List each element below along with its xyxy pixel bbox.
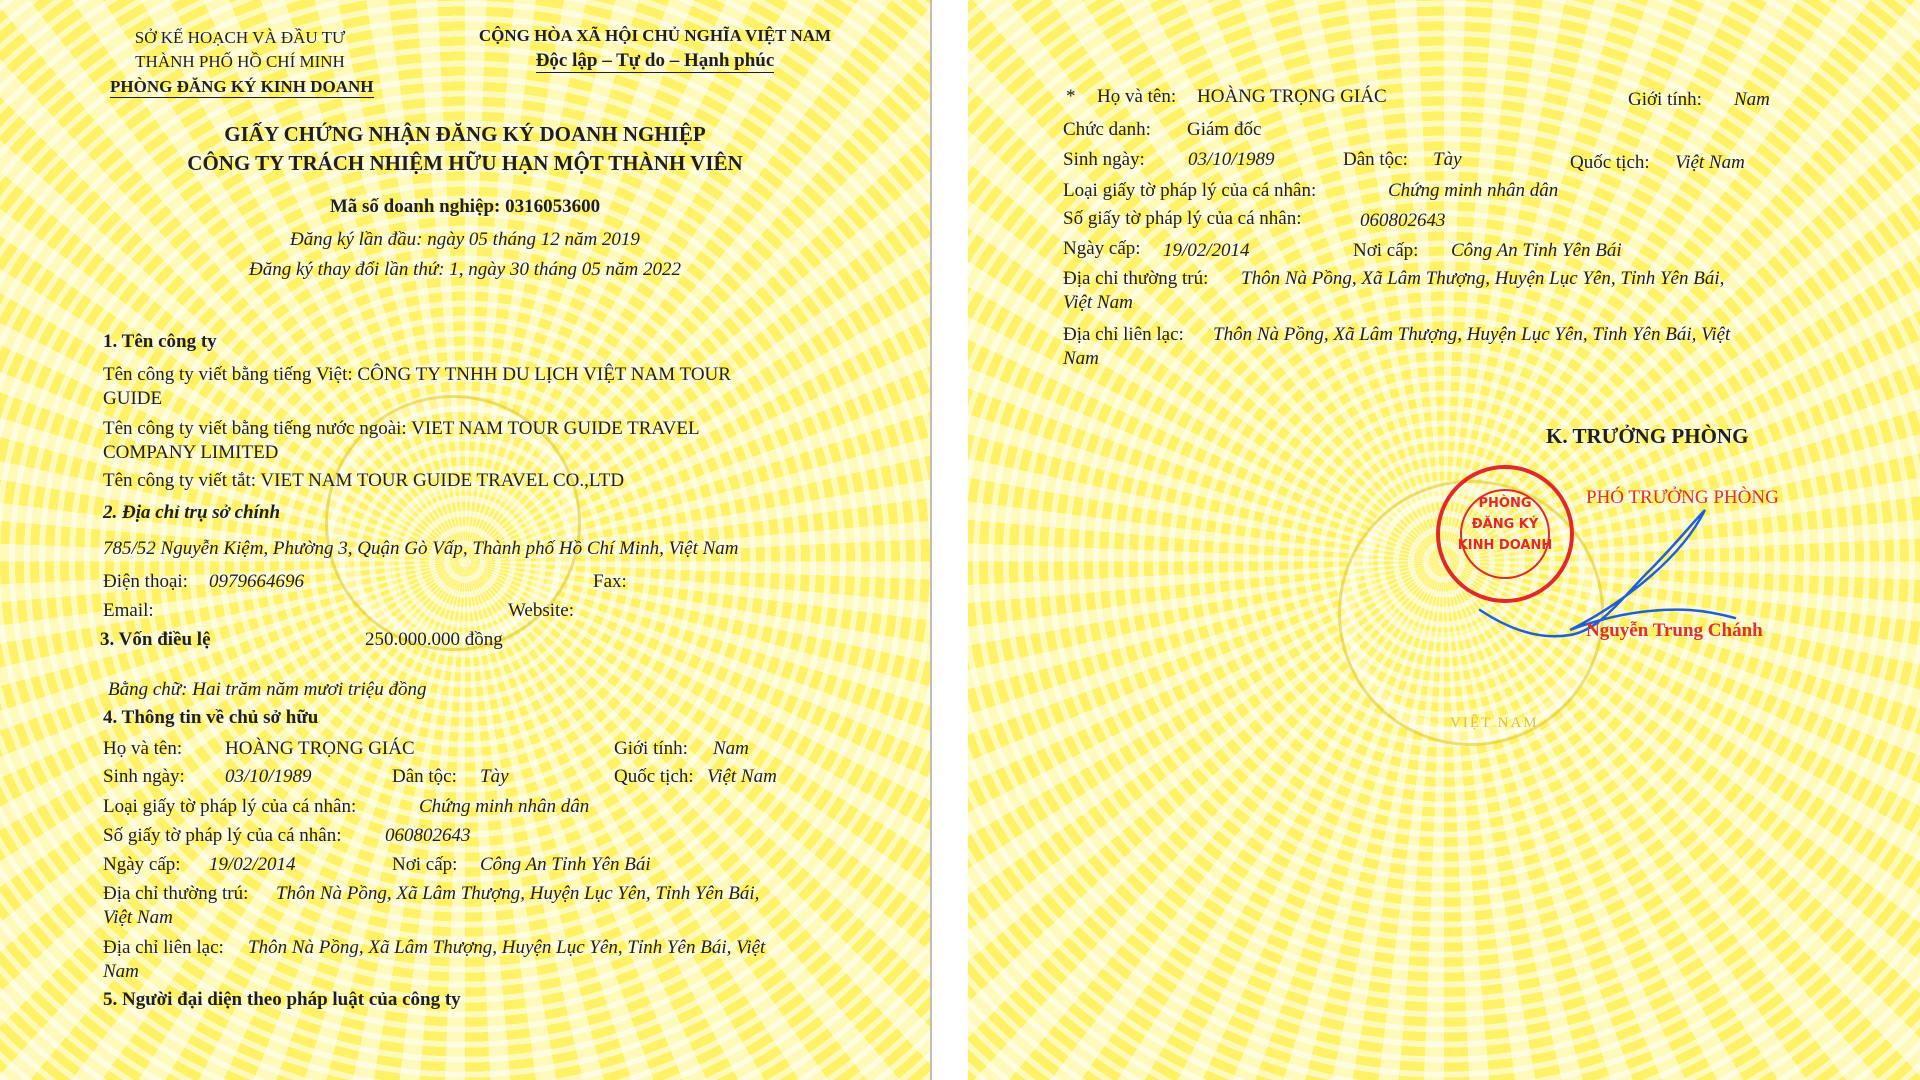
header-country-name: CỘNG HÒA XÃ HỘI CHỦ NGHĨA VIỆT NAM <box>478 26 832 45</box>
section5-heading: 5. Người đại diện theo pháp luật của công ty <box>103 989 461 1010</box>
rep-contact-address-label: Địa chỉ liên lạc: <box>1063 324 1184 345</box>
section4-heading: 4. Thông tin về chủ sở hữu <box>103 707 319 728</box>
phone-label: Điện thoại: <box>103 571 188 592</box>
signature-title: K. TRƯỞNG PHÒNG <box>1546 424 1749 448</box>
owner-name-label: Họ và tên: <box>103 738 183 759</box>
official-seal-line2: ĐĂNG KÝ <box>1471 517 1539 532</box>
rep-issue-place-label: Nơi cấp: <box>1353 240 1419 261</box>
rep-gender-label: Giới tính: <box>1628 89 1702 110</box>
owner-doc-no-value: 060802643 <box>385 825 471 846</box>
owner-issue-date-value: 19/02/2014 <box>209 854 296 875</box>
change-registration-date: Đăng ký thay đổi lần thứ: 1, ngày 30 tháng 05 năm 2022 <box>248 259 681 280</box>
header-agency-line2: THÀNH PHỐ HỒ CHÍ MINH <box>135 52 345 71</box>
rep-issue-date-label: Ngày cấp: <box>1063 238 1141 259</box>
owner-nationality-label: Quốc tịch: <box>614 766 694 787</box>
rep-nationality-label: Quốc tịch: <box>1570 152 1650 173</box>
header-agency-department-text: PHÒNG ĐĂNG KÝ KINH DOANH <box>110 77 374 96</box>
owner-doc-type-label: Loại giấy tờ pháp lý của cá nhân: <box>103 796 357 817</box>
rep-doc-type-label: Loại giấy tờ pháp lý của cá nhân: <box>1063 180 1317 201</box>
company-name-vn-line2: GUIDE <box>103 388 163 409</box>
rep-doc-no-value: 060802643 <box>1360 210 1446 231</box>
rep-issue-place-value: Công An Tỉnh Yên Bái <box>1451 240 1622 261</box>
email-label: Email: <box>103 600 154 621</box>
fax-label: Fax: <box>593 571 627 592</box>
rep-ethnicity-value: Tày <box>1433 149 1462 170</box>
first-registration-date: Đăng ký lần đầu: ngày 05 tháng 12 năm 2019 <box>290 229 640 250</box>
owner-issue-date-label: Ngày cấp: <box>103 854 181 875</box>
website-label: Website: <box>508 600 575 621</box>
section2-heading: 2. Địa chỉ trụ sở chính <box>103 502 281 523</box>
phone-value: 0979664696 <box>209 571 304 592</box>
owner-issue-place-label: Nơi cấp: <box>392 854 458 875</box>
rep-doc-type-value: Chứng minh nhân dân <box>1388 180 1559 201</box>
company-name-foreign-line1: Tên công ty viết bằng tiếng nước ngoài: VIET NAM TOUR GUIDE TRAVEL <box>103 418 700 439</box>
rep-name-value: HOÀNG TRỌNG GIÁC <box>1197 86 1387 107</box>
rep-bullet: * <box>1066 86 1076 107</box>
rep-contact-address-line2: Nam <box>1063 348 1099 369</box>
owner-permanent-address-line1: Thôn Nà Pồng, Xã Lâm Thượng, Huyện Lục Yên, Tỉnh Yên Bái, <box>276 883 760 904</box>
owner-permanent-address-label: Địa chỉ thường trú: <box>103 883 249 904</box>
rep-doc-no-label: Số giấy tờ pháp lý của cá nhân: <box>1063 208 1302 229</box>
certificate-title: GIẤY CHỨNG NHẬN ĐĂNG KÝ DOANH NGHIỆP <box>224 122 706 146</box>
owner-ethnicity-value: Tày <box>480 766 509 787</box>
section3-heading: 3. Vốn điều lệ <box>100 629 211 650</box>
certificate-subtitle: CÔNG TY TRÁCH NHIỆM HỮU HẠN MỘT THÀNH VIÊN <box>187 151 743 175</box>
signature-deputy-title: PHÓ TRƯỞNG PHÒNG <box>1586 487 1779 508</box>
rep-ethnicity-label: Dân tộc: <box>1343 149 1408 170</box>
owner-permanent-address-line2: Việt Nam <box>103 907 173 928</box>
owner-name-value: HOÀNG TRỌNG GIÁC <box>225 738 415 759</box>
official-seal-line3: KINH DOANH <box>1457 538 1553 553</box>
official-seal-line1: PHÒNG <box>1478 496 1532 511</box>
rep-dob-label: Sinh ngày: <box>1063 149 1145 170</box>
head-office-address: 785/52 Nguyễn Kiệm, Phường 3, Quận Gò Vấp, Thành phố Hồ Chí Minh, Việt Nam <box>103 538 739 559</box>
rep-permanent-address-label: Địa chỉ thường trú: <box>1063 268 1209 289</box>
rep-gender-value: Nam <box>1734 89 1770 110</box>
rep-permanent-address-line2: Việt Nam <box>1063 292 1133 313</box>
rep-nationality-value: Việt Nam <box>1675 152 1745 173</box>
company-short-name: Tên công ty viết tắt: VIET NAM TOUR GUIDE TRAVEL CO.,LTD <box>103 470 625 491</box>
owner-contact-address-line2: Nam <box>103 961 139 982</box>
company-name-foreign-line2: COMPANY LIMITED <box>103 442 279 463</box>
page-fold-line <box>930 0 932 1080</box>
owner-doc-type-value: Chứng minh nhân dân <box>419 796 590 817</box>
page-gap <box>930 0 968 1080</box>
owner-dob-label: Sinh ngày: <box>103 766 185 787</box>
rep-contact-address-line1: Thôn Nà Pồng, Xã Lâm Thượng, Huyện Lục Yên, Tỉnh Yên Bái, Việt <box>1213 324 1731 345</box>
header-agency-line1: SỞ KẾ HOẠCH VÀ ĐẦU TƯ <box>134 28 346 47</box>
signer-name: Nguyễn Trung Chánh <box>1586 620 1763 641</box>
owner-contact-address-line1: Thôn Nà Pồng, Xã Lâm Thượng, Huyện Lục Yên, Tỉnh Yên Bái, Việt <box>248 937 766 958</box>
emblem-country-text: VIỆT NAM <box>1450 715 1539 731</box>
company-name-vn-line1: Tên công ty viết bằng tiếng Việt: CÔNG TY TNHH DU LỊCH VIỆT NAM TOUR <box>103 364 731 385</box>
rep-position-value: Giám đốc <box>1187 119 1262 140</box>
header-motto <box>455 50 855 72</box>
owner-gender-label: Giới tính: <box>614 738 688 759</box>
header-agency-department <box>110 77 374 97</box>
rep-dob-value: 03/10/1989 <box>1188 149 1275 170</box>
charter-capital-amount: 250.000.000 đồng <box>365 629 503 650</box>
rep-issue-date-value: 19/02/2014 <box>1163 240 1250 261</box>
rep-name-label: Họ và tên: <box>1097 86 1177 107</box>
rep-permanent-address-line1: Thôn Nà Pồng, Xã Lâm Thượng, Huyện Lục Yên, Tỉnh Yên Bái, <box>1241 268 1725 289</box>
charter-capital-in-words: Bằng chữ: Hai trăm năm mươi triệu đồng <box>108 679 427 700</box>
header-motto-text: Độc lập – Tự do – Hạnh phúc <box>535 50 775 71</box>
owner-gender-value: Nam <box>713 738 749 759</box>
owner-ethnicity-label: Dân tộc: <box>392 766 457 787</box>
owner-issue-place-value: Công An Tỉnh Yên Bái <box>480 854 651 875</box>
owner-contact-address-label: Địa chỉ liên lạc: <box>103 937 224 958</box>
owner-nationality-value: Việt Nam <box>707 766 777 787</box>
section1-heading: 1. Tên công ty <box>103 331 217 352</box>
owner-doc-no-label: Số giấy tờ pháp lý của cá nhân: <box>103 825 342 846</box>
rep-position-label: Chức danh: <box>1063 119 1151 140</box>
owner-dob-value: 03/10/1989 <box>225 766 312 787</box>
enterprise-code: Mã số doanh nghiệp: 0316053600 <box>329 196 601 217</box>
